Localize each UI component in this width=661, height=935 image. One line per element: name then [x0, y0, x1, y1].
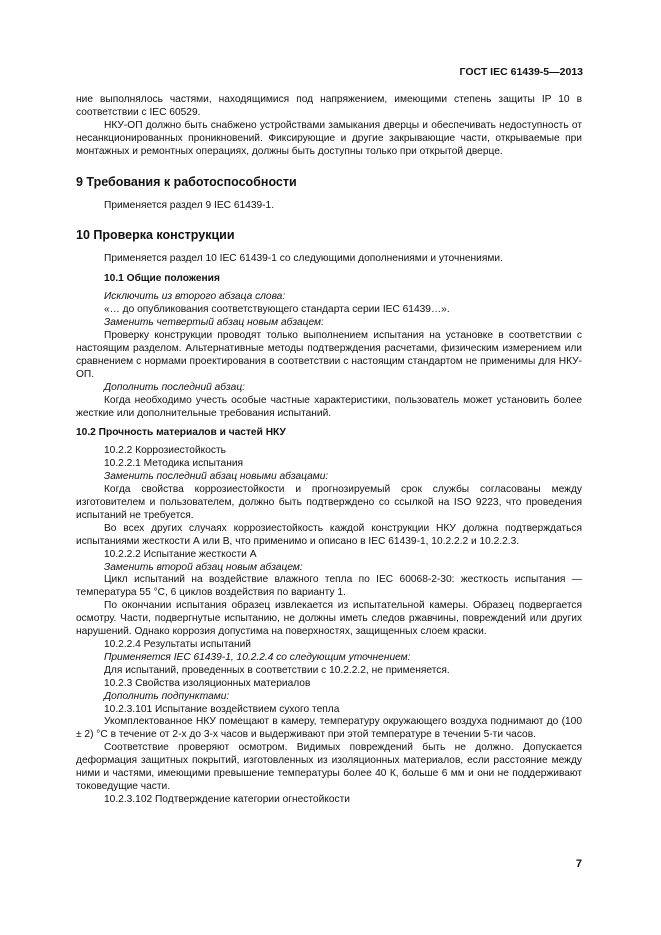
instruction-text: Применяется IEC 61439-1, 10.2.2.4 со следующим уточнением:: [104, 651, 411, 663]
clause-title: 10.2.3.101 Испытание воздействием сухого тепла: [104, 703, 340, 715]
instruction-text: Дополнить последний абзац:: [104, 381, 245, 393]
section-heading-9: 9 Требования к работоспособности: [76, 174, 297, 189]
subsection-heading-10-2: 10.2 Прочность материалов и частей НКУ: [76, 427, 286, 439]
page-content: [76, 94, 582, 807]
instruction-text: Исключить из второго абзаца слова:: [104, 291, 286, 303]
instruction-text: Заменить последний абзац новыми абзацами:: [104, 471, 329, 483]
clause-title: 10.2.2.1 Методика испытания: [104, 458, 244, 470]
clause-title: 10.2.3 Свойства изоляционных материалов: [104, 677, 311, 689]
clause-title: 10.2.3.102 Подтверждение категории огнестойкости: [104, 793, 350, 805]
paragraph: По окончании испытания образец извлекается из испытательной камеры. Образец подвергается осмотру. Части, подвергнутые испытанию, не должны иметь следов ржавчины, повреждений или других нарушений. Однако коррозия допустима на поверхностях, защищенных слоем краски.: [76, 600, 582, 638]
paragraph: Проверку конструкции проводят только выполнением испытания на установке в соответствии с настоящим разделом. Альтернативные методы подтверждения расчетами, физическим измерением или сравнением с нормами проектирования в соответствии с настоящим стандартом не применимы для НКУ-ОП.: [76, 330, 582, 380]
subsection-heading-text: 10.1 Общие положения: [104, 273, 220, 285]
paragraph: Для испытаний, проведенных в соответствии с 10.2.2.2, не применяется.: [104, 664, 450, 676]
paragraph: Когда свойства коррозиестойкости и прогнозируемый срок службы согласованы между изготовителем и пользователем, должно быть подтверждено со ссылкой на ISO 9223, что проведения испытаний не требуется.: [76, 484, 582, 521]
instruction-text: Заменить четвертый абзац новым абзацем:: [104, 317, 324, 329]
paragraph: Применяется раздел 9 IEC 61439-1.: [104, 199, 275, 211]
page-number: 7: [575, 858, 582, 870]
paragraph: Цикл испытаний на воздействие влажного тепла по IEC 60068-2-30: жесткость испытания — температура 55 °С, 6 циклов воздействия по варианту 1.: [76, 574, 582, 599]
instruction-text: Заменить второй абзац новым абзацем:: [104, 561, 303, 573]
paragraph: Соответствие проверяют осмотром. Видимых повреждений быть не должно. Допускается деформация защитных покрытий, изготовленных из изоляционных материалов, если расстояние между ними и частями, имеющими превышение температуры более 40 К, больше 6 мм и они не поддерживают токоведущие части.: [76, 742, 582, 792]
document-header: ГОСТ IEC 61439-5—2013: [459, 66, 583, 78]
paragraph: «… до опубликования соответствующего стандарта серии IEC 61439…».: [104, 304, 450, 316]
paragraph: Когда необходимо учесть особые частные характеристики, пользователь может установить более жесткие или дополнительные требования испытаний.: [76, 394, 582, 419]
instruction-text: Дополнить подпунктами:: [104, 690, 230, 702]
paragraph: Во всех других случаях коррозиестойкость каждой конструкции НКУ должна подтверждаться испытаниями жесткости А или В, что применимо и описано в IEC 61439-1, 10.2.2.2 и 10.2.2.3.: [76, 522, 582, 547]
section-heading-10: 10 Проверка конструкции: [76, 228, 235, 243]
subsection-heading-10-1: [76, 272, 582, 285]
paragraph: ние выполнялось частями, находящимися под напряжением, имеющими степень защиты IP 10 в соответствии с IEC 60529.: [76, 94, 582, 118]
paragraph: НКУ-ОП должно быть снабжено устройствами замыкания дверцы и обеспечивать недоступность от несанкционированных проникновений. Фиксирующие и другие закрывающие части, открываемые при монтажных и ремонтных операциях, должны быть доступны только при открытой дверце.: [76, 119, 582, 157]
paragraph: Применяется раздел 10 IEC 61439-1 со следующими дополнениями и уточнениями.: [104, 253, 503, 265]
clause-title: 10.2.2.2 Испытание жесткости А: [104, 548, 257, 560]
clause-title: 10.2.2.4 Результаты испытаний: [104, 639, 251, 650]
clause-title: 10.2.2 Коррозиестойкость: [104, 445, 226, 457]
paragraph: Укомплектованное НКУ помещают в камеру, температуру окружающего воздуха поднимают до (100 ± 2) °С в течение от 2-х до 3-х часов и выдерживают при этой температуре в течении 5-ти часов.: [76, 716, 582, 741]
